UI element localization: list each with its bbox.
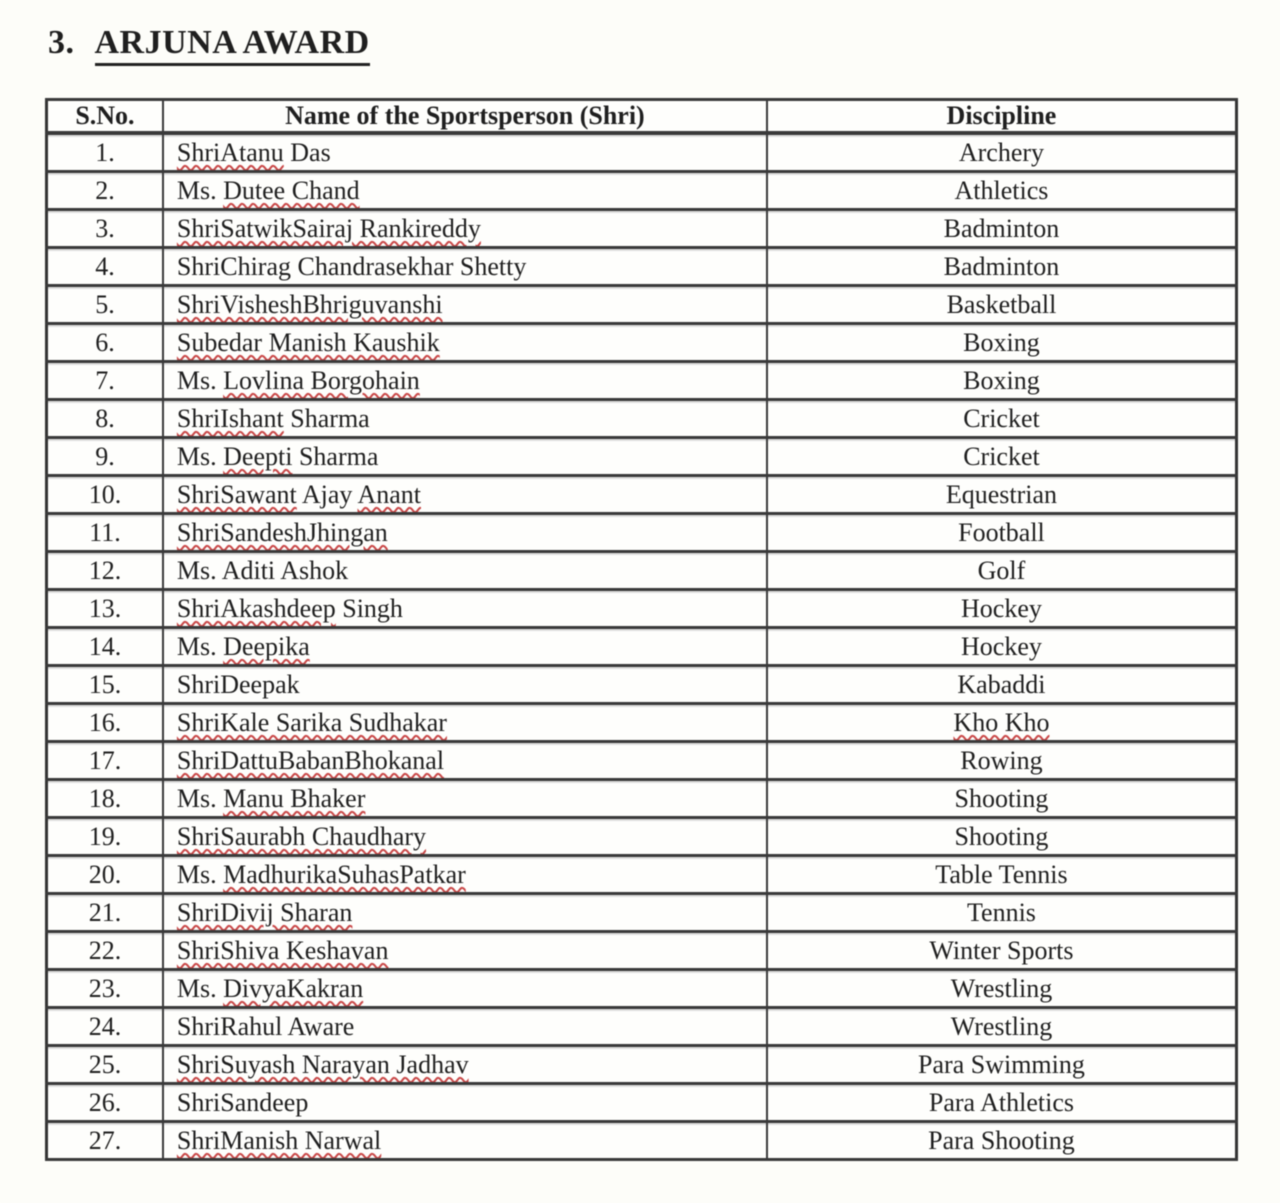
name-text-misspelled: ShriDivij Sharan [176,897,353,927]
name-text: Ms. [176,783,224,813]
sportsperson-name-cell [163,400,767,438]
discipline-cell: Wrestling [767,1008,1237,1046]
name-text: Ms. [176,631,224,661]
table-row [47,248,1237,286]
sportsperson-name-cell [163,172,767,210]
serial-number-cell: 3. [47,210,163,248]
sportsperson-name-cell [163,248,767,286]
name-text-misspelled: ShriManish Narwal [176,1125,382,1155]
serial-number-cell: 8. [47,400,163,438]
sportsperson-name-cell [163,856,767,894]
serial-number-cell: 24. [47,1008,163,1046]
name-text-misspelled: Lovlina Borgohain [223,365,420,395]
table-header-row [47,100,1237,134]
table-row [47,856,1237,894]
sportsperson-name-cell [163,970,767,1008]
name-text-misspelled: ShriAtanu [176,137,284,167]
discipline-cell: Table Tennis [767,856,1237,894]
serial-number-cell: 22. [47,932,163,970]
name-text-misspelled: ShriSuyash Narayan Jadhav [176,1049,469,1079]
discipline-cell: Para Shooting [767,1122,1237,1160]
name-text: Ms. [176,859,224,889]
name-text: ShriRahul Aware [176,1011,355,1041]
table-row [47,932,1237,970]
serial-number-cell: 14. [47,628,163,666]
sportsperson-name-cell [163,628,767,666]
name-text: Ajay [296,479,358,509]
serial-number-cell: 10. [47,476,163,514]
name-text-misspelled: ShriSatwikSairaj Rankireddy [176,213,481,243]
serial-number-cell: 11. [47,514,163,552]
name-text-misspelled: Deepika [223,631,310,661]
table-row [47,894,1237,932]
sportsperson-name-cell [163,210,767,248]
sportsperson-name-cell [163,438,767,476]
discipline-cell: Boxing [767,324,1237,362]
serial-number-cell: 18. [47,780,163,818]
table-row [47,133,1237,172]
header-sno: S.No. [47,100,163,134]
sportsperson-name-cell [163,780,767,818]
discipline-cell: Kabaddi [767,666,1237,704]
discipline-cell: Basketball [767,286,1237,324]
discipline-cell: Archery [767,133,1237,172]
name-text-misspelled: ShriVisheshBhriguvanshi [176,289,443,319]
table-row [47,970,1237,1008]
discipline-cell: Tennis [767,894,1237,932]
discipline-cell: Wrestling [767,970,1237,1008]
table-row [47,1084,1237,1122]
header-name: Name of the Sportsperson (Shri) [163,100,767,134]
serial-number-cell: 5. [47,286,163,324]
name-text-misspelled: Subedar Manish Kaushik [176,327,440,357]
serial-number-cell: 17. [47,742,163,780]
name-text: Ms. [176,365,224,395]
name-text-misspelled: ShriAkashdeep [176,593,336,623]
name-text-misspelled: ShriDattuBabanBhokanal [176,745,445,775]
sportsperson-name-cell [163,286,767,324]
discipline-cell: Badminton [767,210,1237,248]
table-row [47,1046,1237,1084]
name-text: Sharma [292,441,379,471]
name-text: ShriDeepak [176,669,300,699]
sportsperson-name-cell [163,324,767,362]
discipline-cell: Rowing [767,742,1237,780]
sportsperson-name-cell [163,742,767,780]
table-row [47,438,1237,476]
discipline-cell: Cricket [767,400,1237,438]
sportsperson-name-cell [163,133,767,172]
table-row [47,476,1237,514]
sportsperson-name-cell [163,590,767,628]
table-row [47,400,1237,438]
sportsperson-name-cell [163,894,767,932]
table-row [47,1008,1237,1046]
sportsperson-name-cell [163,362,767,400]
sportsperson-name-cell [163,1122,767,1160]
name-text-misspelled: ShriKale Sarika Sudhakar [176,707,447,737]
table-row [47,552,1237,590]
name-text: Ms. [176,973,224,1003]
serial-number-cell: 9. [47,438,163,476]
sportsperson-name-cell [163,1046,767,1084]
sportsperson-name-cell [163,1084,767,1122]
sportsperson-name-cell [163,666,767,704]
sportsperson-name-cell [163,932,767,970]
serial-number-cell: 15. [47,666,163,704]
discipline-cell: Football [767,514,1237,552]
table-row [47,704,1237,742]
serial-number-cell: 7. [47,362,163,400]
name-text: Ms. [176,175,224,205]
name-text-misspelled: ShriSawant [176,479,297,509]
name-text-misspelled: Manu Bhaker [223,783,366,813]
serial-number-cell: 4. [47,248,163,286]
arjuna-award-table [45,98,1238,1161]
name-text-misspelled: Dutee Chand [223,175,360,205]
discipline-cell: Shooting [767,780,1237,818]
serial-number-cell: 20. [47,856,163,894]
table-row [47,362,1237,400]
table-row [47,324,1237,362]
discipline-cell: Shooting [767,818,1237,856]
name-text-misspelled: MadhurikaSuhasPatkar [223,859,466,889]
discipline-cell: Badminton [767,248,1237,286]
sportsperson-name-cell [163,818,767,856]
name-text-misspelled: Deepti [223,441,293,471]
name-text-misspelled: ShriIshant [176,403,284,433]
table-header [47,100,1237,134]
table-row [47,1122,1237,1160]
sportsperson-name-cell [163,476,767,514]
name-text-misspelled: DivyaKakran [223,973,364,1003]
discipline-cell: Golf [767,552,1237,590]
table-row [47,628,1237,666]
serial-number-cell: 25. [47,1046,163,1084]
name-text-misspelled: Anant [357,479,421,509]
name-text-misspelled: ShriSaurabh Chaudhary [176,821,427,851]
discipline-cell: Hockey [767,628,1237,666]
table-row [47,286,1237,324]
discipline-cell: Equestrian [767,476,1237,514]
table-row [47,818,1237,856]
discipline-cell: Para Swimming [767,1046,1237,1084]
discipline-cell: Winter Sports [767,932,1237,970]
discipline-cell: Athletics [767,172,1237,210]
table-row [47,666,1237,704]
serial-number-cell: 26. [47,1084,163,1122]
sportsperson-name-cell [163,552,767,590]
serial-number-cell: 13. [47,590,163,628]
name-text: Ms. Aditi Ashok [176,555,349,585]
name-text: Das [283,137,331,167]
sportsperson-name-cell [163,704,767,742]
serial-number-cell: 27. [47,1122,163,1160]
name-text: ShriChirag Chandrasekhar Shetty [176,251,527,281]
serial-number-cell: 16. [47,704,163,742]
serial-number-cell: 6. [47,324,163,362]
serial-number-cell: 23. [47,970,163,1008]
table-row [47,172,1237,210]
discipline-cell: Para Athletics [767,1084,1237,1122]
serial-number-cell: 21. [47,894,163,932]
sportsperson-name-cell [163,1008,767,1046]
header-discipline: Discipline [767,100,1237,134]
discipline-cell: Cricket [767,438,1237,476]
table-row [47,590,1237,628]
name-text-misspelled: ShriShiva Keshavan [176,935,389,965]
name-text: Sharma [283,403,370,433]
serial-number-cell: 12. [47,552,163,590]
sportsperson-name-cell [163,514,767,552]
table-row [47,780,1237,818]
table-body [47,133,1237,1160]
name-text: Ms. [176,441,224,471]
name-text: Singh [335,593,403,623]
serial-number-cell: 2. [47,172,163,210]
serial-number-cell: 19. [47,818,163,856]
name-text-misspelled: ShriSandeshJhingan [176,517,388,547]
table-row [47,742,1237,780]
discipline-cell: Kho Kho [767,704,1237,742]
table-row [47,514,1237,552]
section-number: 3. [48,24,75,61]
section-title-text: ARJUNA AWARD [95,24,370,66]
section-title [48,24,370,62]
name-text: ShriSandeep [176,1087,309,1117]
serial-number-cell: 1. [47,133,163,172]
discipline-cell: Boxing [767,362,1237,400]
discipline-cell: Hockey [767,590,1237,628]
table-row [47,210,1237,248]
